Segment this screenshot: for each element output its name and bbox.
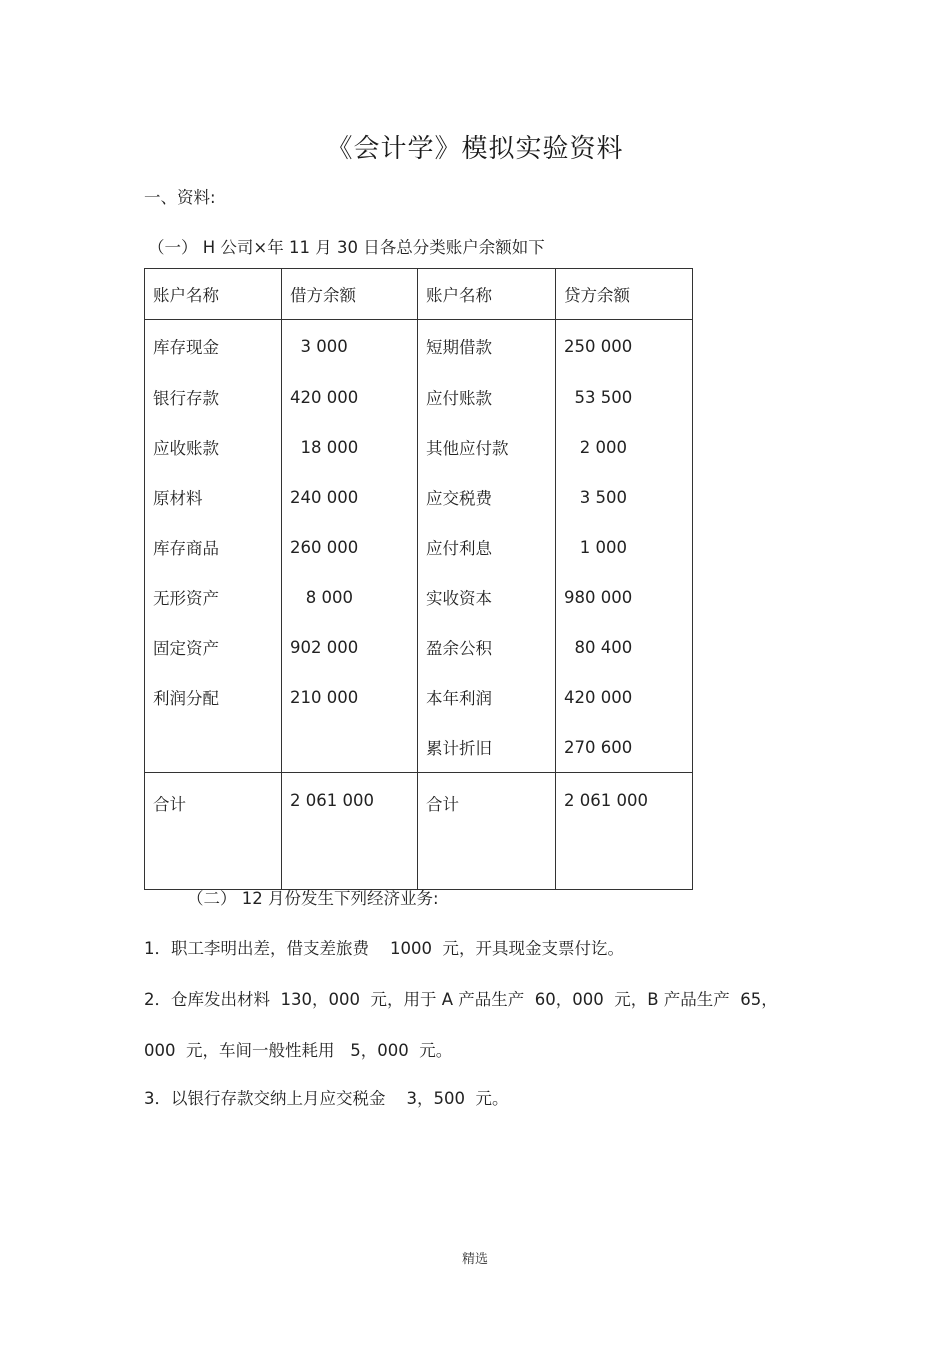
debit-account: 库存商品 [145, 522, 282, 572]
table-row [145, 572, 693, 622]
document-title: 《会计学》模拟实验资料 [326, 134, 624, 164]
credit-amount: 420 000 [556, 672, 693, 722]
credit-account: 其他应付款 [418, 422, 556, 472]
total-credit-amount: 2 061 000 [556, 773, 693, 890]
credit-account: 累计折旧 [418, 722, 556, 773]
debit-account: 应收账款 [145, 422, 282, 472]
debit-amount: 902 000 [282, 622, 418, 672]
header-debit-balance: 借方余额 [282, 269, 418, 320]
table-row [145, 522, 693, 572]
debit-account: 银行存款 [145, 372, 282, 422]
table-row [145, 622, 693, 672]
table-total-row [145, 773, 693, 890]
total-debit-amount: 2 061 000 [282, 773, 418, 890]
section-heading: 一、资料: [144, 188, 216, 207]
business-heading: （二） 12 月份发生下列经济业务: [187, 889, 439, 908]
debit-account: 原材料 [145, 472, 282, 522]
debit-amount: 8 000 [282, 572, 418, 622]
table-row [145, 722, 693, 773]
credit-account: 应付账款 [418, 372, 556, 422]
table-caption: （一） H 公司×年 11 月 30 日各总分类账户余额如下 [148, 238, 545, 257]
total-label-credit: 合计 [418, 773, 556, 890]
debit-amount [282, 722, 418, 773]
credit-account: 盈余公积 [418, 622, 556, 672]
debit-amount: 240 000 [282, 472, 418, 522]
balance-table [144, 268, 693, 890]
debit-amount: 420 000 [282, 372, 418, 422]
credit-account: 短期借款 [418, 320, 556, 373]
header-credit-balance: 贷方余额 [556, 269, 693, 320]
header-credit-account: 账户名称 [418, 269, 556, 320]
debit-amount: 18 000 [282, 422, 418, 472]
header-debit-account: 账户名称 [145, 269, 282, 320]
credit-amount: 1 000 [556, 522, 693, 572]
table-row [145, 320, 693, 373]
credit-account: 应付利息 [418, 522, 556, 572]
business-item-1: 1．职工李明出差，借支差旅费 1000 元，开具现金支票付讫。 [144, 939, 624, 958]
credit-amount: 270 600 [556, 722, 693, 773]
table-header-row [145, 269, 693, 320]
business-item-2-line-1: 2．仓库发出材料 130，000 元，用于 A 产品生产 60，000 元，B 产品生产 65， [144, 990, 778, 1009]
credit-amount: 80 400 [556, 622, 693, 672]
credit-amount: 250 000 [556, 320, 693, 373]
debit-account [145, 722, 282, 773]
table-row [145, 372, 693, 422]
debit-account: 无形资产 [145, 572, 282, 622]
debit-account: 库存现金 [145, 320, 282, 373]
debit-account: 利润分配 [145, 672, 282, 722]
business-item-2-line-2: 000 元，车间一般性耗用 5，000 元。 [144, 1041, 453, 1060]
table-row [145, 422, 693, 472]
credit-amount: 3 500 [556, 472, 693, 522]
credit-account: 应交税费 [418, 472, 556, 522]
debit-amount: 3 000 [282, 320, 418, 373]
page-footer: 精选 [461, 1252, 488, 1267]
credit-account: 本年利润 [418, 672, 556, 722]
credit-amount: 980 000 [556, 572, 693, 622]
table-row [145, 472, 693, 522]
debit-amount: 210 000 [282, 672, 418, 722]
credit-account: 实收资本 [418, 572, 556, 622]
business-item-3: 3．以银行存款交纳上月应交税金 3，500 元。 [144, 1089, 509, 1108]
total-label-debit: 合计 [145, 773, 282, 890]
table-row [145, 672, 693, 722]
credit-amount: 53 500 [556, 372, 693, 422]
debit-account: 固定资产 [145, 622, 282, 672]
debit-amount: 260 000 [282, 522, 418, 572]
credit-amount: 2 000 [556, 422, 693, 472]
